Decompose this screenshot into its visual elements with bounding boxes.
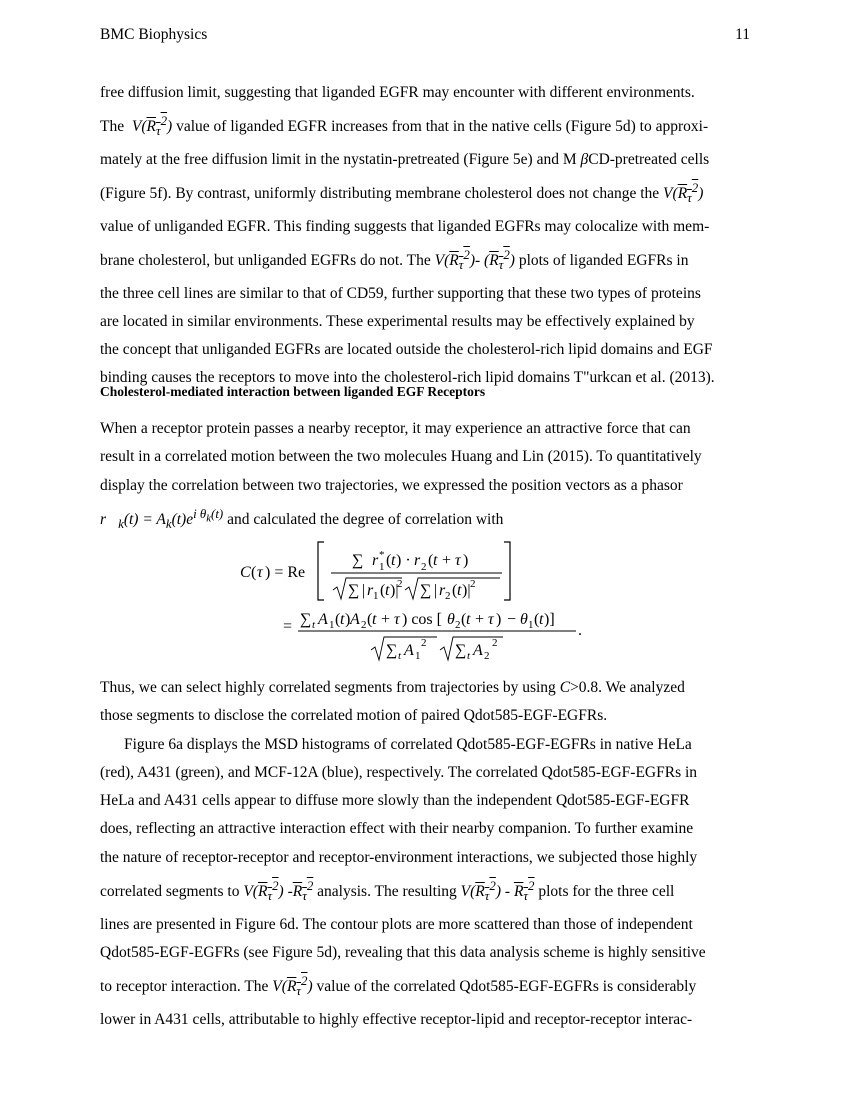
svg-text:∑: ∑ — [386, 642, 398, 659]
text-line: $r⃗_k(t) = A_k(t)e^{i \theta_k(t)}$ and calculated the degree of correlation with — [100, 505, 504, 532]
text-line: lines are presented in Figure 6d. The contour plots are more scattered than those of independent — [100, 915, 693, 933]
text-line: Thus, we can select highly correlated segments from trajectories by using C>0.8. We analyzed — [100, 679, 685, 696]
correlation-equation — [0, 538, 850, 668]
math-r-tau-squared: $(R_\tau^2)$ — [484, 246, 515, 273]
svg-text:r: r — [439, 582, 446, 599]
svg-text:t: t — [466, 611, 471, 628]
svg-text:.: . — [578, 622, 582, 639]
text-line: result in a correlated motion between the two molecules Huang and Lin (2015). To quantitatively — [100, 448, 702, 466]
svg-text:t: t — [340, 611, 345, 628]
svg-text:∑: ∑ — [348, 582, 360, 599]
svg-text:(: ( — [380, 582, 386, 599]
paragraph-2 — [100, 415, 750, 538]
text-line: value of unliganded EGFR. This finding suggests that liganded EGFRs may colocalize with mem- — [100, 217, 710, 235]
svg-text:2: 2 — [397, 578, 403, 590]
svg-text:2: 2 — [470, 578, 476, 590]
svg-text:2: 2 — [492, 637, 498, 649]
svg-text:A: A — [350, 611, 360, 628]
svg-text:τ: τ — [257, 564, 263, 581]
text-line: correlated segments to $V(R_\tau^2)$ $-R_\tau^2$ analysis. The resulting $V(R_\tau^2) - R_\tau^2$ plots for the three cell — [100, 878, 675, 904]
svg-text:2: 2 — [455, 619, 461, 631]
svg-text:−: − — [507, 611, 517, 628]
text-line: the three cell lines are similar to that of CD59, further supporting that these two types of proteins — [100, 284, 701, 302]
svg-text:2: 2 — [484, 650, 490, 662]
math-v-r-tau-squared: $V(R_\tau^2)$ — [272, 973, 313, 999]
math-v-r-tau-squared: $V(R_\tau^2)$ — [131, 113, 173, 139]
svg-text:t: t — [385, 582, 390, 599]
math-phasor: $r⃗_k(t) = A_k(t)e^{i \theta_k(t)}$ — [100, 505, 224, 532]
svg-text:r: r — [372, 552, 379, 569]
svg-text:) ·: ) · — [396, 552, 411, 569]
svg-text:C: C — [240, 564, 251, 581]
text-line: (red), A431 (green), and MCF-12A (blue), respectively. The correlated Qdot585-EGF-EGFRs in — [100, 763, 698, 781]
paragraph-4-line: Figure 6a displays the MSD histograms of correlated Qdot585-EGF-EGFRs in native HeLa — [124, 735, 692, 753]
svg-text:2: 2 — [421, 561, 427, 573]
text-line: the concept that unliganded EGFRs are located outside the cholesterol-rich lipid domains and EGF — [100, 341, 713, 359]
text-line: to receptor interaction. The $V(R_\tau^2)$ value of the correlated Qdot585-EGF-EGFRs is considerably — [100, 973, 697, 999]
text-line: free diffusion limit, suggesting that liganded EGFR may encounter with different environments. — [100, 84, 695, 101]
svg-text:r: r — [414, 552, 421, 569]
svg-text:∑: ∑ — [420, 582, 432, 599]
svg-text:∑: ∑ — [352, 552, 364, 569]
svg-text:t: t — [372, 611, 377, 628]
svg-text:τ: τ — [488, 611, 494, 628]
text-line: (Figure 5f). By contrast, uniformly distributing membrane cholesterol does not change the $V(R_\tau^2)$ — [100, 180, 704, 206]
svg-text:(: ( — [251, 564, 257, 581]
svg-text:2: 2 — [421, 637, 427, 649]
page-number: 11 — [735, 26, 750, 43]
svg-text:(: ( — [452, 582, 458, 599]
text-line: Qdot585-EGF-EGFRs (see Figure 5d), revealing that this data analysis scheme is highly sensitive — [100, 943, 706, 961]
paragraph-1 — [100, 79, 750, 393]
text-line: lower in A431 cells, attributable to highly effective receptor-lipid and receptor-receptor interac- — [100, 1010, 693, 1028]
svg-text:A: A — [473, 642, 483, 659]
svg-text:|: | — [434, 582, 438, 599]
svg-text:(: ( — [367, 611, 373, 628]
text-line: HeLa and A431 cells appear to diffuse more slowly than the independent Qdot585-EGF-EGFR — [100, 792, 690, 810]
svg-text:(: ( — [335, 611, 341, 628]
svg-text:1: 1 — [528, 619, 534, 631]
section-heading: Cholesterol-mediated interaction between liganded EGF Receptors — [100, 384, 486, 399]
svg-text:t: t — [433, 552, 438, 569]
svg-text:1: 1 — [379, 561, 385, 573]
math-r-tau-squared: $R_\tau^2$ — [292, 878, 314, 904]
text-line: mately at the free diffusion limit in the nystatin-pretreated (Figure 5e) and M βCD-pretreated cells — [100, 150, 710, 168]
math-v-r-tau-squared: $V(R_\tau^2)$ — [434, 246, 475, 273]
text-line: binding causes the receptors to move into the cholesterol-rich lipid domains T"urkcan et al. (2013). — [100, 369, 715, 387]
svg-text:2: 2 — [361, 619, 367, 631]
svg-text:): ) — [463, 552, 469, 569]
svg-text:): ) — [496, 611, 502, 628]
svg-text:+: + — [381, 611, 391, 628]
svg-text:)|: )| — [390, 582, 399, 599]
paragraph-3 — [100, 674, 750, 1034]
equation-graphic — [0, 538, 850, 668]
svg-text:*: * — [379, 549, 385, 561]
svg-text:τ: τ — [394, 611, 400, 628]
svg-text:|: | — [362, 582, 366, 599]
svg-text:(: ( — [534, 611, 540, 628]
svg-text:∑: ∑ — [300, 611, 312, 628]
svg-text:)]: )] — [544, 611, 555, 628]
math-v-r-tau-squared: $V(R_\tau^2)$ — [243, 878, 284, 904]
svg-text:θ: θ — [447, 611, 455, 628]
svg-text:A: A — [404, 642, 414, 659]
svg-text:2: 2 — [445, 590, 451, 602]
svg-text:t: t — [539, 611, 544, 628]
math-r-tau-squared: $R_\tau^2$ — [513, 878, 535, 904]
svg-text:): ) — [345, 611, 351, 628]
text-line: display the correlation between two trajectories, we expressed the position vectors as a phasor — [100, 476, 683, 494]
svg-text:t: t — [467, 650, 471, 662]
svg-text:1: 1 — [373, 590, 379, 602]
svg-text:) = Re: ) = Re — [265, 564, 306, 581]
text-line: The $V(R_\tau^2)$ value of liganded EGFR increases from that in the native cells (Figure 5d) to approxi- — [100, 113, 709, 139]
text-line: When a receptor protein passes a nearby receptor, it may experience an attractive force that can — [100, 420, 691, 437]
svg-text:)|: )| — [462, 582, 471, 599]
svg-text:r: r — [367, 582, 374, 599]
svg-text:1: 1 — [329, 619, 335, 631]
text-line: does, reflecting an attractive interaction effect with their nearby companion. To further examine — [100, 820, 694, 838]
svg-text:(: ( — [461, 611, 467, 628]
math-v-r-tau-squared: $V(R_\tau^2)$ — [663, 180, 704, 206]
svg-text:t: t — [312, 619, 316, 631]
text-line: brane cholesterol, but unliganded EGFRs do not. The $V(R_\tau^2)-$ $(R_\tau^2)$ plots of liganded EGFRs in — [100, 246, 689, 273]
svg-text:(: ( — [428, 552, 434, 569]
svg-text:t: t — [457, 582, 462, 599]
svg-text:A: A — [318, 611, 328, 628]
text-line: are located in similar environments. These experimental results may be effectively explained by — [100, 312, 695, 330]
svg-text:τ: τ — [455, 552, 461, 569]
svg-text:+: + — [442, 552, 452, 569]
svg-text:(: ( — [386, 552, 392, 569]
svg-text:+: + — [475, 611, 485, 628]
svg-text:∑: ∑ — [455, 642, 467, 659]
text-line: those segments to disclose the correlated motion of paired Qdot585-EGF-EGFRs. — [100, 707, 608, 725]
svg-text:θ: θ — [520, 611, 528, 628]
math-v-r-tau-squared: $V(R_\tau^2)$ — [460, 878, 502, 904]
svg-text:t: t — [398, 650, 402, 662]
running-header-journal: BMC Biophysics — [100, 26, 208, 43]
svg-text:1: 1 — [415, 650, 421, 662]
text-line: the nature of receptor-receptor and receptor-environment interactions, we subjected those highly — [100, 848, 698, 866]
svg-text:=: = — [283, 618, 293, 635]
svg-text:t: t — [391, 552, 396, 569]
svg-text:) cos [: ) cos [ — [402, 611, 442, 628]
